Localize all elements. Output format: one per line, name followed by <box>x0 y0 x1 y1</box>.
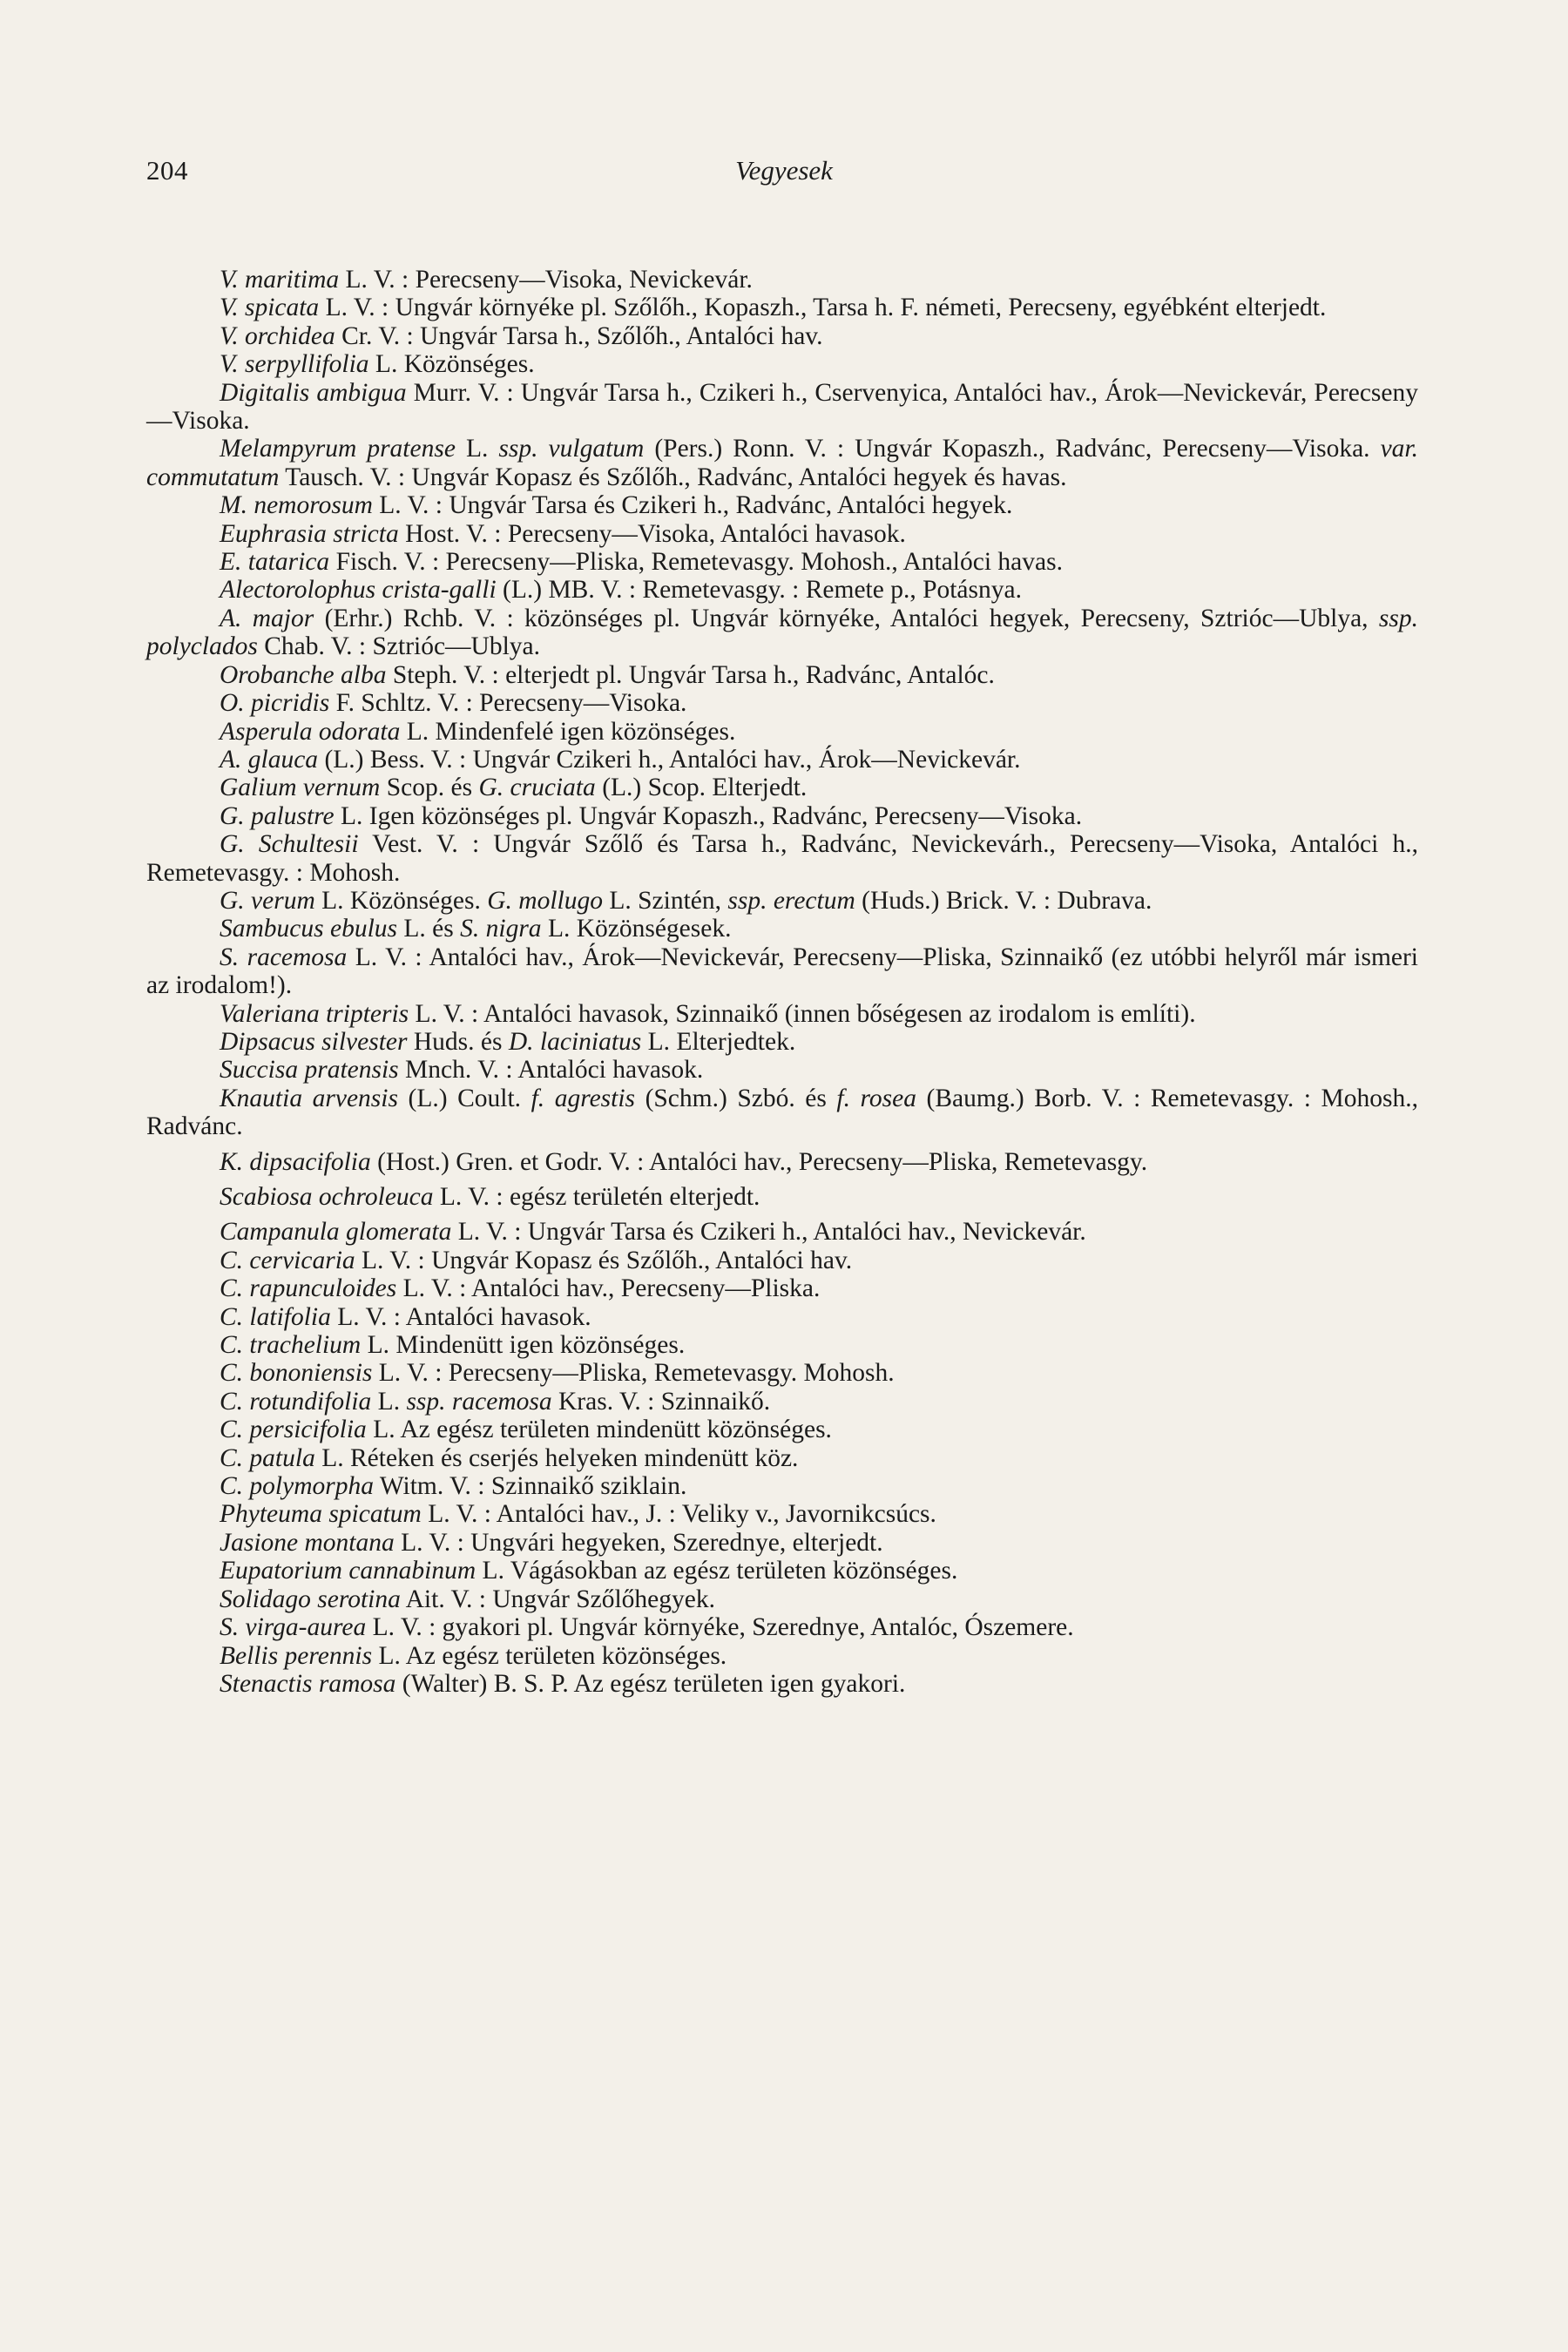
taxon-name: f. agrestis <box>531 1084 636 1112</box>
species-name: G. palustre <box>220 801 335 830</box>
species-entry <box>146 1247 1418 1274</box>
species-name: Stenactis ramosa <box>220 1669 396 1698</box>
species-name: Campanula glomerata <box>220 1218 452 1247</box>
species-text: Fisch. V. : Perecseny—Pliska, Remetevasgy. Mohosh., Antalóci havas. <box>329 548 1063 577</box>
species-text: L. Mindenütt igen közönséges. <box>361 1331 686 1360</box>
taxon-name: ssp. racemosa <box>406 1387 552 1416</box>
species-name: C. latifolia <box>220 1302 331 1331</box>
running-title: Vegyesek <box>735 155 833 186</box>
species-entry <box>146 1148 1418 1176</box>
species-name: C. patula <box>220 1443 315 1472</box>
species-entry <box>146 1585 1418 1613</box>
species-entry <box>146 1388 1418 1416</box>
species-text: L. <box>371 1387 407 1416</box>
species-text: L. V. : gyakori pl. Ungvár környéke, Szerednye, Antalóc, Ószemere. <box>366 1613 1074 1642</box>
species-text: L. V. : Antalóci havasok. <box>330 1302 591 1331</box>
species-name: Orobanche alba <box>220 660 387 689</box>
species-text: F. Schltz. V. : Perecseny—Visoka. <box>329 689 687 718</box>
species-text: Ait. V. : Ungvár Szőlőhegyek. <box>400 1585 715 1613</box>
species-list <box>146 266 1418 1698</box>
species-name: Scabiosa ochroleuca <box>220 1183 434 1211</box>
page-header <box>146 155 1422 193</box>
species-name: Eupatorium cannabinum <box>220 1557 476 1585</box>
species-text: Host. V. : Perecseny—Visoka, Antalóci havasok. <box>398 519 906 548</box>
species-text: L. V. : Perecseny—Pliska, Remetevasgy. Mohosh. <box>372 1359 895 1388</box>
species-entry <box>146 1183 1418 1211</box>
species-entry <box>146 1359 1418 1387</box>
species-text: Mnch. V. : Antalóci havasok. <box>398 1056 704 1085</box>
species-entry <box>146 746 1418 774</box>
species-name: Valeriana tripteris <box>220 999 409 1028</box>
species-entry <box>146 1028 1418 1056</box>
taxon-name: D. laciniatus <box>508 1027 642 1056</box>
species-text: (Huds.) Brick. V. : Dubrava. <box>855 886 1152 915</box>
species-name: C. rapunculoides <box>220 1274 397 1303</box>
species-text: Kras. V. : Szinnaikő. <box>551 1387 771 1416</box>
species-text: Steph. V. : elterjedt pl. Ungvár Tarsa h., Radvánc, Antalóc. <box>386 660 995 689</box>
species-text: L. V. : Perecseny—Visoka, Nevickevár. <box>339 266 753 294</box>
entry-gap <box>146 1176 1418 1183</box>
species-text: L. V. : Antalóci hav., Perecseny—Pliska. <box>396 1274 821 1303</box>
taxon-name: S. nigra <box>460 915 542 943</box>
species-text: Huds. és <box>407 1027 509 1056</box>
species-text: Murr. V. : Ungvár Tarsa h., Czikeri h., Cservenyica, Antalóci hav., Árok—Nevickevár, Perecseny—Visoka. <box>146 378 1419 436</box>
species-entry <box>146 1500 1418 1528</box>
species-text: L. Közönséges. <box>368 350 535 379</box>
species-name: Digitalis ambigua <box>220 378 407 407</box>
species-name: V. serpyllifolia <box>220 350 369 379</box>
species-text: L. V. : Ungvár környéke pl. Szőlőh., Kopaszh., Tarsa h. F. németi, Perecseny, egyébként elterjedt. <box>319 294 1327 322</box>
species-entry <box>146 1444 1418 1472</box>
species-entry <box>146 1613 1418 1641</box>
species-entry <box>146 1557 1418 1585</box>
species-text: L. V. : Antalóci hav., Árok—Nevickevár, Perecseny—Pliska, Szinnaikő (ez utóbbi helyről már ismeri az irodalom!). <box>146 943 1418 1000</box>
species-name: A. major <box>220 604 314 632</box>
species-text: Chab. V. : Sztrióc—Ublya. <box>257 632 541 661</box>
species-text: L. Az egész területen közönséges. <box>372 1641 727 1670</box>
species-name: Asperula odorata <box>220 717 401 746</box>
species-text: (Erhr.) Rchb. V. : közönséges pl. Ungvár környéke, Antalóci hegyek, Perecseny, Sztrióc—Ublya, <box>314 604 1379 632</box>
species-text: Tausch. V. : Ungvár Kopasz és Szőlőh., Radvánc, Antalóci hegyek és havas. <box>279 463 1067 491</box>
species-entry <box>146 1085 1418 1141</box>
species-entry <box>146 887 1418 915</box>
species-entry <box>146 605 1418 661</box>
species-text: Scop. és <box>380 774 479 802</box>
species-text: L. Közönséges. <box>314 886 488 915</box>
species-text: L. Közönségesek. <box>541 915 732 943</box>
species-name: C. polymorpha <box>220 1472 374 1501</box>
species-name: Melampyrum pratense <box>220 435 456 463</box>
taxon-name: var. commutatum <box>146 435 1419 491</box>
species-text: L. V. : Ungvár Tarsa és Czikeri h., Radvánc, Antalóci hegyek. <box>372 491 1013 520</box>
species-entry <box>146 943 1418 1000</box>
species-entry <box>146 266 1418 294</box>
species-text: L. V. : Antalóci havasok, Szinnaikő (innen bőségesen az irodalom is említi). <box>409 999 1196 1028</box>
species-text: (Host.) Gren. et Godr. V. : Antalóci hav., Perecseny—Pliska, Remetevasgy. <box>370 1147 1148 1176</box>
species-text: L. V. : Ungvár Kopasz és Szőlőh., Antalóci hav. <box>355 1246 853 1274</box>
species-name: S. racemosa <box>220 943 348 971</box>
species-name: V. spicata <box>220 294 320 322</box>
species-text: Cr. V. : Ungvár Tarsa h., Szőlőh., Antalóci hav. <box>335 321 823 350</box>
species-text: L. Az egész területen mindenütt közönséges. <box>366 1416 832 1444</box>
species-name: Sambucus ebulus <box>220 915 398 943</box>
species-text: L. és <box>397 915 461 943</box>
species-text: L. V. : egész területén elterjedt. <box>433 1183 760 1211</box>
species-text: L. <box>455 435 499 463</box>
species-entry <box>146 1529 1418 1557</box>
species-entry <box>146 576 1418 604</box>
species-entry <box>146 1670 1418 1698</box>
species-entry <box>146 1416 1418 1443</box>
species-text: L. Szintén, <box>602 886 728 915</box>
species-entry <box>146 689 1418 717</box>
species-entry <box>146 1472 1418 1500</box>
species-entry <box>146 350 1418 378</box>
species-text: (L.) MB. V. : Remetevasgy. : Remete p., Potásnya. <box>496 576 1022 605</box>
species-name: Euphrasia stricta <box>220 519 399 548</box>
species-entry <box>146 1056 1418 1084</box>
species-entry <box>146 322 1418 350</box>
species-name: C. cervicaria <box>220 1246 355 1274</box>
species-name: E. tatarica <box>220 548 330 577</box>
species-text: (L.) Bess. V. : Ungvár Czikeri h., Antalóci hav., Árok—Nevickevár. <box>318 745 1021 774</box>
species-text: L. V. : Ungvár Tarsa és Czikeri h., Antalóci hav., Nevickevár. <box>451 1218 1086 1247</box>
species-text: Vest. V. : Ungvár Szőlő és Tarsa h., Radvánc, Nevickevárh., Perecseny—Visoka, Antalóci h., Remetevasgy. : Mohosh. <box>146 830 1418 887</box>
species-name: Bellis perennis <box>220 1641 373 1670</box>
species-text: (Baumg.) Borb. V. : Remetevasgy. : Mohosh., Radvánc. <box>146 1084 1418 1141</box>
species-entry <box>146 294 1418 321</box>
species-name: A. glauca <box>220 745 319 774</box>
taxon-name: f. rosea <box>836 1084 916 1112</box>
species-name: C. rotundifolia <box>220 1387 372 1416</box>
species-name: G. Schultesii <box>220 830 359 859</box>
species-entry <box>146 548 1418 576</box>
species-entry <box>146 1000 1418 1028</box>
species-entry <box>146 1331 1418 1359</box>
species-name: Knautia arvensis <box>220 1084 398 1112</box>
taxon-name: ssp. erectum <box>727 886 855 915</box>
species-entry <box>146 435 1418 491</box>
species-text: L. V. : Ungvári hegyeken, Szerednye, elterjedt. <box>394 1528 883 1557</box>
species-name: O. picridis <box>220 689 330 718</box>
species-name: G. verum <box>220 886 315 915</box>
species-entry <box>146 1303 1418 1331</box>
species-name: Phyteuma spicatum <box>220 1500 422 1529</box>
species-name: Solidago serotina <box>220 1585 401 1613</box>
species-name: K. dipsacifolia <box>220 1147 371 1176</box>
species-entry <box>146 491 1418 519</box>
species-entry <box>146 1642 1418 1670</box>
species-entry <box>146 1218 1418 1246</box>
species-name: C. persicifolia <box>220 1416 367 1444</box>
species-text: (Pers.) Ronn. V. : Ungvár Kopaszh., Radvánc, Perecseny—Visoka. <box>644 435 1381 463</box>
species-text: (L.) Coult. <box>397 1084 531 1112</box>
species-name: V. maritima <box>220 266 340 294</box>
species-entry <box>146 379 1418 436</box>
species-text: (Walter) B. S. P. Az egész területen igen gyakori. <box>395 1669 906 1698</box>
species-name: Succisa pratensis <box>220 1056 399 1085</box>
species-text: L. V. : Antalóci hav., J. : Veliky v., Javornikcsúcs. <box>421 1500 936 1529</box>
species-name: S. virga-aurea <box>220 1613 367 1642</box>
species-entry <box>146 774 1418 801</box>
species-name: V. orchidea <box>220 321 335 350</box>
entry-gap <box>146 1211 1418 1218</box>
species-name: M. nemorosum <box>220 491 373 520</box>
species-entry <box>146 718 1418 746</box>
species-entry <box>146 915 1418 943</box>
species-text: L. Mindenfelé igen közönséges. <box>400 717 736 746</box>
species-entry <box>146 830 1418 887</box>
taxon-name: ssp. vulgatum <box>498 435 645 463</box>
species-name: Jasione montana <box>220 1528 395 1557</box>
species-text: (L.) Scop. Elterjedt. <box>595 774 808 802</box>
species-name: Dipsacus silvester <box>220 1027 408 1056</box>
species-name: Alectorolophus crista-galli <box>220 576 497 605</box>
taxon-name: ssp. polyclados <box>146 604 1418 661</box>
page-number: 204 <box>146 155 188 186</box>
entry-gap <box>146 1141 1418 1148</box>
species-text: Witm. V. : Szinnaikő sziklain. <box>374 1472 687 1501</box>
species-entry <box>146 802 1418 830</box>
species-text: L. Elterjedtek. <box>641 1027 796 1056</box>
species-text: L. Réteken és cserjés helyeken mindenütt köz. <box>314 1443 799 1472</box>
taxon-name: G. mollugo <box>487 886 603 915</box>
species-name: C. bononiensis <box>220 1359 373 1388</box>
species-text: L. Vágásokban az egész területen közönséges. <box>476 1557 958 1585</box>
species-text: (Schm.) Szbó. és <box>635 1084 837 1112</box>
species-entry <box>146 520 1418 548</box>
species-name: C. trachelium <box>220 1331 362 1360</box>
species-entry <box>146 661 1418 689</box>
species-name: Galium vernum <box>220 774 381 802</box>
species-entry <box>146 1274 1418 1302</box>
taxon-name: G. cruciata <box>478 774 596 802</box>
species-text: L. Igen közönséges pl. Ungvár Kopaszh., Radvánc, Perecseny—Visoka. <box>334 801 1083 830</box>
